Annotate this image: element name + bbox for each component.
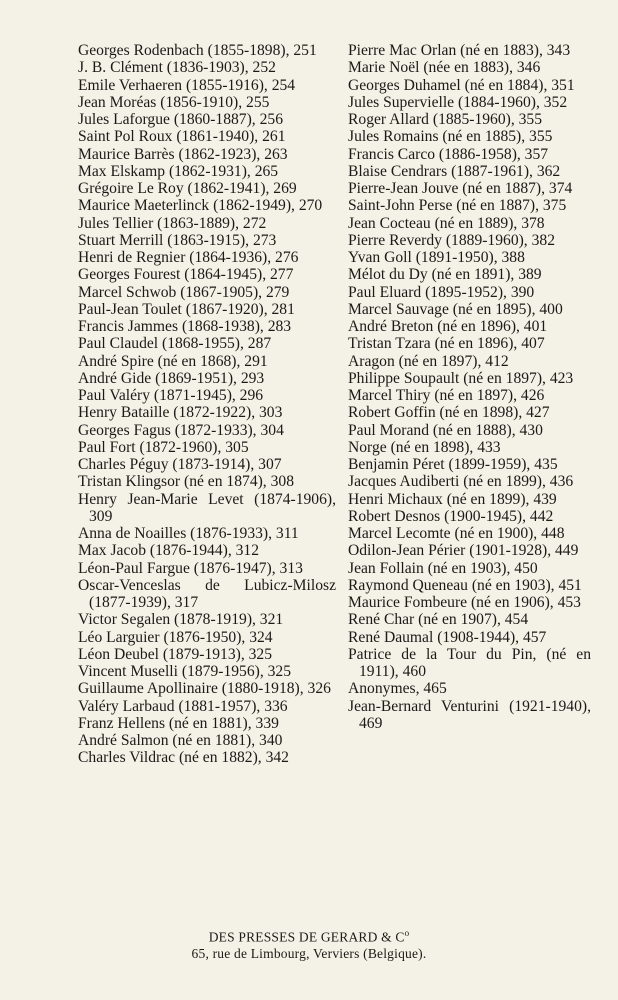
index-entry: Georges Duhamel (né en 1884), 351 xyxy=(348,76,575,94)
index-entry: Stuart Merrill (1863-1915), 273 xyxy=(78,231,277,249)
index-entry: Georges Fourest (1864-1945), 277 xyxy=(78,266,294,284)
index-entry: Henri de Regnier (1864-1936), 276 xyxy=(78,249,299,266)
index-entry: Charles Péguy (1873-1914), 307 xyxy=(78,456,282,473)
index-entry: Guillaume Apollinaire (1880-1918), 326 xyxy=(78,680,331,698)
index-entry: Jacques Audiberti (né en 1899), 436 xyxy=(348,473,574,491)
index-entry: Oscar-Venceslas de Lubicz-Milosz (1877-1939), 317 xyxy=(78,576,336,611)
index-entry: Roger Allard (1885-1960), 355 xyxy=(348,111,543,128)
printer-name-text: DES PRESSES DE GERARD & C xyxy=(208,929,405,945)
index-entry: Aragon (né en 1897), 412 xyxy=(348,352,509,370)
index-entry: Paul-Jean Toulet (1867-1920), 281 xyxy=(78,300,295,318)
index-entry: Paul Valéry (1871-1945), 296 xyxy=(78,387,264,404)
index-entry: Marcel Thiry (né en 1897), 426 xyxy=(348,387,545,404)
index-entry: Georges Fagus (1872-1933), 304 xyxy=(78,421,284,439)
index-entry: Valéry Larbaud (1881-1957), 336 xyxy=(78,697,288,715)
index-entry: Jules Supervielle (1884-1960), 352 xyxy=(348,93,568,111)
index-entry: Victor Segalen (1878-1919), 321 xyxy=(78,611,284,629)
index-entry: Max Elskamp (1862-1931), 265 xyxy=(78,162,279,180)
printer-name xyxy=(0,925,618,946)
index-column-right xyxy=(348,42,591,732)
index-entry: Franz Hellens (né en 1881), 339 xyxy=(78,714,279,732)
index-entry: Anonymes, 465 xyxy=(348,680,447,698)
index-entry: Henri Michaux (né en 1899), 439 xyxy=(348,490,557,508)
index-entry: Grégoire Le Roy (1862-1941), 269 xyxy=(78,180,297,197)
index-entry: Maurice Fombeure (né en 1906), 453 xyxy=(348,594,581,611)
index-entry: Emile Verhaeren (1855-1916), 254 xyxy=(78,76,296,94)
index-entry: Jean Cocteau (né en 1889), 378 xyxy=(348,214,545,232)
index-entry: Tristan Klingsor (né en 1874), 308 xyxy=(78,473,294,491)
index-entry: Charles Vildrac (né en 1882), 342 xyxy=(78,749,289,767)
index-entry: Vincent Muselli (1879-1956), 325 xyxy=(78,663,292,680)
index-entry: Henry Jean-Marie Levet (1874-1906), 309 xyxy=(78,490,336,525)
index-entry: Pierre-Jean Jouve (né en 1887), 374 xyxy=(348,180,573,197)
index-entry: Léon Deubel (1879-1913), 325 xyxy=(78,645,273,663)
printer-address: 65, rue de Limbourg, Verviers (Belgique). xyxy=(191,945,427,961)
index-entry: Paul Claudel (1868-1955), 287 xyxy=(78,335,272,353)
index-entry: Norge (né en 1898), 433 xyxy=(348,438,501,456)
index-entry: Jean Moréas (1856-1910), 255 xyxy=(78,93,270,111)
index-entry: Saint-John Perse (né en 1887), 375 xyxy=(348,197,567,215)
index-entry: Paul Fort (1872-1960), 305 xyxy=(78,438,249,456)
printer-name-superscript: o xyxy=(404,928,410,938)
index-entry: Henry Bataille (1872-1922), 303 xyxy=(78,404,283,422)
index-entry: André Gide (1869-1951), 293 xyxy=(78,369,265,387)
index-entry: Georges Rodenbach (1855-1898), 251 xyxy=(78,42,317,59)
index-entry: Jean-Bernard Venturini (1921-1940), 469 xyxy=(348,697,591,732)
index-entry: André Spire (né en 1868), 291 xyxy=(78,352,268,370)
index-entry: Léo Larguier (1876-1950), 324 xyxy=(78,628,273,646)
index-entry: J. B. Clément (1836-1903), 252 xyxy=(78,59,276,77)
index-column-left xyxy=(78,42,336,767)
index-entry: Maurice Maeterlinck (1862-1949), 270 xyxy=(78,197,323,215)
index-entry: Mélot du Dy (né en 1891), 389 xyxy=(348,266,542,284)
index-entry: Raymond Queneau (né en 1903), 451 xyxy=(348,576,582,594)
index-entry: Marcel Schwob (1867-1905), 279 xyxy=(78,283,290,301)
index-entry: Tristan Tzara (né en 1896), 407 xyxy=(348,335,545,353)
index-entry: Philippe Soupault (né en 1897), 423 xyxy=(348,369,574,387)
index-entry: Marcel Lecomte (né en 1900), 448 xyxy=(348,525,565,542)
index-entry: Jules Laforgue (1860-1887), 256 xyxy=(78,111,283,128)
index-entry: André Breton (né en 1896), 401 xyxy=(348,318,548,335)
index-entry: Pierre Reverdy (1889-1960), 382 xyxy=(348,231,555,249)
index-entry: Robert Desnos (1900-1945), 442 xyxy=(348,507,554,525)
index-entry: René Daumal (1908-1944), 457 xyxy=(348,628,547,646)
index-entry: Marcel Sauvage (né en 1895), 400 xyxy=(348,300,563,318)
index-entry: Robert Goffin (né en 1898), 427 xyxy=(348,404,550,422)
index-entry: Paul Morand (né en 1888), 430 xyxy=(348,421,543,439)
printer-imprint xyxy=(0,925,618,962)
index-entry: Marie Noël (née en 1883), 346 xyxy=(348,59,541,77)
index-entry: Paul Eluard (1895-1952), 390 xyxy=(348,283,535,301)
index-entry: Jules Romains (né en 1885), 355 xyxy=(348,128,553,146)
index-entry: Anna de Noailles (1876-1933), 311 xyxy=(78,525,299,542)
index-entry: Pierre Mac Orlan (né en 1883), 343 xyxy=(348,42,571,59)
index-entry: Francis Carco (1886-1958), 357 xyxy=(348,145,549,163)
index-entry: Yvan Goll (1891-1950), 388 xyxy=(348,249,525,266)
index-entry: Max Jacob (1876-1944), 312 xyxy=(78,542,260,560)
index-entry: Francis Jammes (1868-1938), 283 xyxy=(78,318,292,335)
index-entry: Jules Tellier (1863-1889), 272 xyxy=(78,214,267,232)
index-entry: Saint Pol Roux (1861-1940), 261 xyxy=(78,128,286,146)
index-entry: Léon-Paul Fargue (1876-1947), 313 xyxy=(78,559,303,577)
index-entry: Blaise Cendrars (1887-1961), 362 xyxy=(348,162,561,180)
index-entry: Benjamin Péret (1899-1959), 435 xyxy=(348,456,558,473)
index-entry: Patrice de la Tour du Pin, (né en 1911), 460 xyxy=(348,645,591,680)
index-entry: André Salmon (né en 1881), 340 xyxy=(78,732,283,749)
index-entry: Odilon-Jean Périer (1901-1928), 449 xyxy=(348,542,579,560)
index-entry: Maurice Barrès (1862-1923), 263 xyxy=(78,145,288,163)
index-entry: Jean Follain (né en 1903), 450 xyxy=(348,559,538,577)
index-entry: René Char (né en 1907), 454 xyxy=(348,611,529,629)
